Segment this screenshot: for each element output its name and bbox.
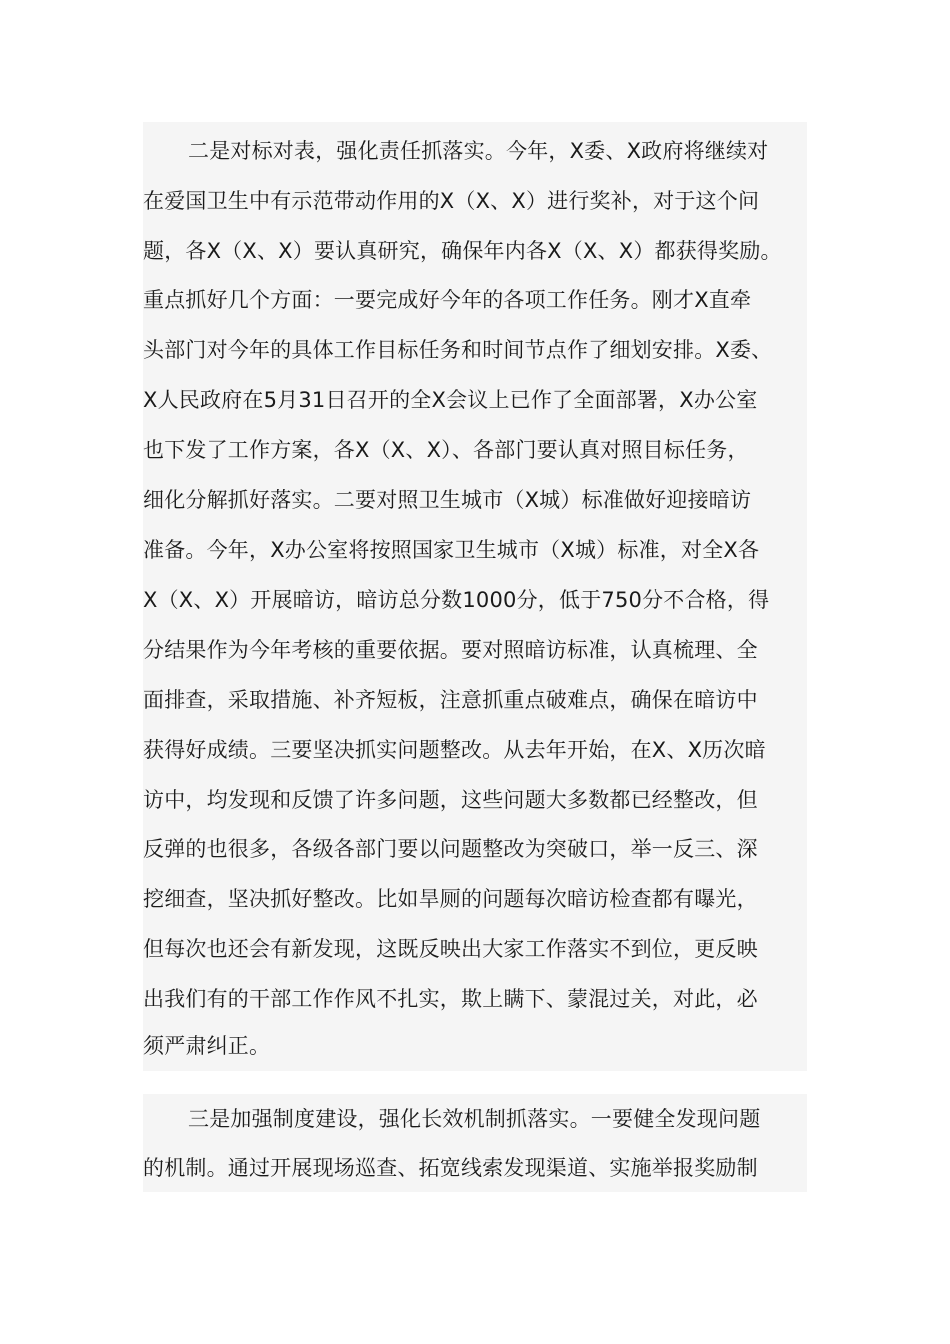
paragraph-line: 细化分解抓好落实。二要对照卫生城市（X城）标准做好迎接暗访 bbox=[143, 488, 752, 512]
paragraph-line: 但每次也还会有新发现，这既反映出大家工作落实不到位，更反映 bbox=[143, 937, 758, 961]
paragraph-1 bbox=[143, 122, 807, 1071]
paragraph-line: 获得好成绩。三要坚决抓实问题整改。从去年开始，在X、X历次暗 bbox=[143, 738, 766, 762]
paragraph-line: 的机制。通过开展现场巡查、拓宽线索发现渠道、实施举报奖励制 bbox=[143, 1156, 758, 1180]
paragraph-line: X人民政府在5月31日召开的全X会议上已作了全面部署，X办公室 bbox=[143, 388, 758, 412]
paragraph-line: 三是加强制度建设，强化长效机制抓落实。一要健全发现问题 bbox=[188, 1107, 761, 1131]
paragraph-line: 也下发了工作方案，各X（X、X）、各部门要认真对照目标任务， bbox=[143, 438, 749, 462]
paragraph-spacer bbox=[143, 1071, 807, 1094]
paragraph-line: 题，各X（X、X）要认真研究，确保年内各X（X、X）都获得奖励。 bbox=[143, 239, 782, 263]
paragraph-line: 挖细查，坚决抓好整改。比如旱厕的问题每次暗访检查都有曝光， bbox=[143, 887, 758, 911]
paragraph-line: 二是对标对表，强化责任抓落实。今年，X委、X政府将继续对 bbox=[188, 139, 769, 163]
paragraph-2 bbox=[143, 1094, 807, 1192]
paragraph-line: 头部门对今年的具体工作目标任务和时间节点作了细划安排。X委、 bbox=[143, 338, 773, 362]
paragraph-line: 反弹的也很多，各级各部门要以问题整改为突破口，举一反三、深 bbox=[143, 837, 758, 861]
paragraph-line: 在爱国卫生中有示范带动作用的X（X、X）进行奖补，对于这个问 bbox=[143, 189, 760, 213]
paragraph-line: 出我们有的干部工作作风不扎实，欺上瞒下、蒙混过关，对此，必 bbox=[143, 987, 758, 1011]
paragraph-line: X（X、X）开展暗访，暗访总分数1000分，低于750分不合格，得 bbox=[143, 588, 770, 612]
paragraph-line: 须严肃纠正。 bbox=[143, 1034, 271, 1058]
paragraph-line: 准备。今年，X办公室将按照国家卫生城市（X城）标准，对全X各 bbox=[143, 538, 760, 562]
paragraph-line: 访中，均发现和反馈了许多问题，这些问题大多数都已经整改，但 bbox=[143, 788, 758, 812]
paragraph-line: 重点抓好几个方面：一要完成好今年的各项工作任务。刚才X直牵 bbox=[143, 288, 752, 312]
paragraph-line: 分结果作为今年考核的重要依据。要对照暗访标准，认真梳理、全 bbox=[143, 638, 758, 662]
paragraph-line: 面排查，采取措施、补齐短板，注意抓重点破难点，确保在暗访中 bbox=[143, 688, 758, 712]
